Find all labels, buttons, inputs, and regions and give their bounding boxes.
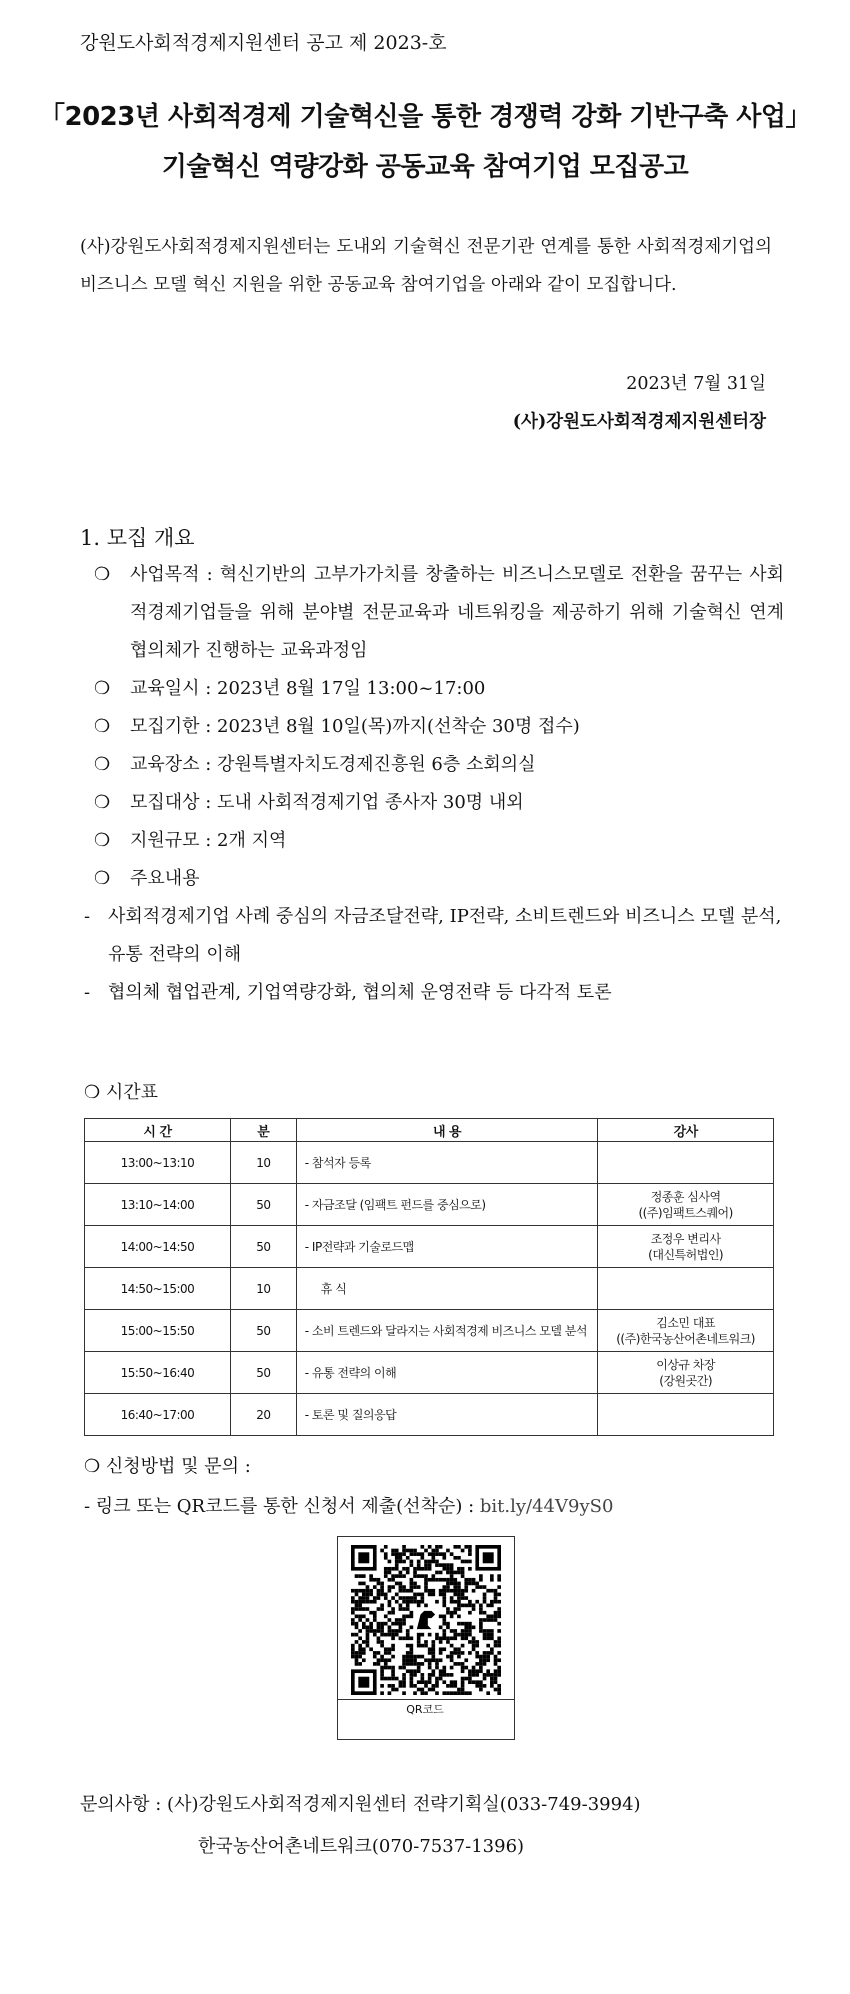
- purpose-text: 사업목적 : 혁신기반의 고부가가치를 창출하는 비즈니스모델로 전환을 꿈꾸는 사회적경제기업들을 위해 분야별 전문교육과 네트워킹을 제공하기 위해 기술혁신 연계 협의체가 진행하는 교육과정임: [130, 564, 784, 661]
- list-item: ❍ 교육일시 : 2023년 8월 17일 13:00~17:00: [94, 678, 486, 699]
- announcement-date: 2023년 7월 31일: [626, 374, 766, 394]
- table-row: 15:00~15:50 50 - 소비 트렌드와 달라지는 사회적경제 비즈니스 모델 분석 김소민 대표 ((주)한국농산어촌네트워크): [85, 1310, 774, 1352]
- column-header: 내 용: [296, 1119, 597, 1142]
- section-title: 1. 모집 개요: [80, 526, 195, 550]
- column-header: 강사: [598, 1119, 774, 1142]
- contact-line: 문의사항 : (사)강원도사회적경제지원센터 전략기획실(033-749-3994): [80, 1794, 641, 1815]
- list-item: ❍ 지원규모 : 2개 지역: [94, 830, 287, 851]
- qr-code-icon[interactable]: [346, 1545, 506, 1695]
- content-item: - 협의체 협업관계, 기업역량강화, 협의체 운영전략 등 다각적 토론: [84, 982, 612, 1003]
- column-header: 분: [230, 1119, 296, 1142]
- table-row: 14:00~14:50 50 - IP전략과 기술로드맵 조정우 변리사 (대신특허법인): [85, 1226, 774, 1268]
- sender: (사)강원도사회적경제지원센터장: [512, 412, 766, 432]
- table-row: 16:40~17:00 20 - 토론 및 질의응답: [85, 1394, 774, 1436]
- purpose-item: [94, 556, 784, 670]
- table-row: 15:50~16:40 50 - 유통 전략의 이해 이상규 차장 (강원곳간): [85, 1352, 774, 1394]
- table-header-row: [85, 1119, 774, 1142]
- list-item: ❍ 교육장소 : 강원특별자치도경제진흥원 6층 소회의실: [94, 754, 536, 775]
- table-row: 13:00~13:10 10 - 참석자 등록: [85, 1142, 774, 1184]
- intro-paragraph: (사)강원도사회적경제지원센터는 도내외 기술혁신 전문기관 연계를 통한 사회적경제기업의 비즈니스 모델 혁신 지원을 위한 공동교육 참여기업을 아래와 같이 모집합니다.: [80, 237, 772, 295]
- qr-caption: QR코드: [406, 1703, 444, 1716]
- column-header: 시 간: [85, 1119, 231, 1142]
- list-item: ❍ 모집기한 : 2023년 8월 10일(목)까지(선착순 30명 접수): [94, 716, 580, 737]
- contact-line: 한국농산어촌네트워크(070-7537-1396): [198, 1836, 525, 1857]
- notice-number: 강원도사회적경제지원센터 공고 제 2023-호: [80, 32, 447, 54]
- apply-link[interactable]: bit.ly/44V9yS0: [479, 1496, 614, 1517]
- schedule-heading: ❍ 시간표: [84, 1082, 159, 1103]
- page-title: 「2023년 사회적경제 기술혁신을 통한 경쟁력 강화 기반구축 사업」: [38, 102, 811, 132]
- table-row: 13:10~14:00 50 - 자금조달 (임팩트 펀드를 중심으로) 정종훈 심사역 ((주)임팩트스퀘어): [85, 1184, 774, 1226]
- table-row: 14:50~15:00 10 휴 식: [85, 1268, 774, 1310]
- page-subtitle: 기술혁신 역량강화 공동교육 참여기업 모집공고: [161, 152, 689, 182]
- apply-line: - 링크 또는 QR코드를 통한 신청서 제출(선착순) : bit.ly/44V9yS0: [84, 1496, 614, 1517]
- list-item: ❍ 모집대상 : 도내 사회적경제기업 종사자 30명 내외: [94, 792, 524, 813]
- list-item: ❍ 주요내용: [94, 868, 200, 889]
- apply-heading: ❍ 신청방법 및 문의 :: [84, 1456, 251, 1477]
- content-item: - 사회적경제기업 사례 중심의 자금조달전략, IP전략, 소비트렌드와 비즈니스 모델 분석, 유통 전략의 이해: [84, 906, 782, 965]
- schedule-table: [84, 1118, 774, 1436]
- bullet-mark: ❍: [94, 564, 111, 585]
